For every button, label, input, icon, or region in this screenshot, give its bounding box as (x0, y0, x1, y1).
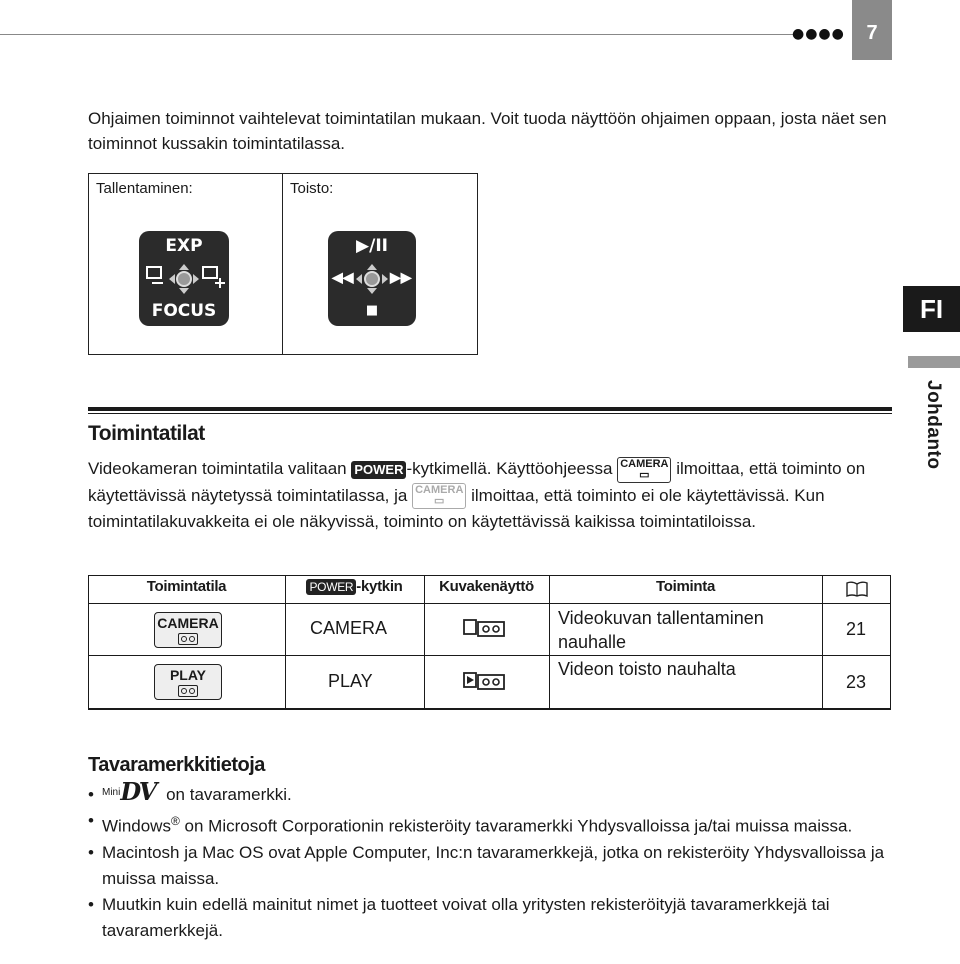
trademark-text: Windows (102, 816, 171, 836)
cassette-icon (178, 685, 198, 697)
camera-tag-label: CAMERA (620, 457, 669, 470)
function-playback: Videon toisto nauhalta (558, 659, 736, 679)
page-number: 7 (852, 0, 892, 60)
list-item (88, 777, 888, 808)
switch-play: PLAY (328, 671, 373, 691)
stop-icon: ■ (365, 303, 379, 318)
table-col-line (424, 575, 425, 709)
modes-heading: Toimintatilat (88, 422, 205, 445)
table-header-rule (88, 603, 891, 604)
camera-mode-icon (154, 612, 222, 648)
joystick-icon (354, 261, 390, 297)
trademark-text: Muutkin kuin edellä mainitut nimet ja tuotteet voivat olla yritysten rekisteröityjä tavaramerkkejä tai tavaramerkkejä. (102, 894, 830, 940)
recording-label: Tallentaminen: (96, 180, 193, 197)
trademark-text: on tavaramerkki. (166, 785, 292, 804)
header-rule (0, 34, 800, 35)
playback-label: Toisto: (290, 180, 334, 197)
trademark-text: Macintosh ja Mac OS ovat Apple Computer, Inc:n tavaramerkkejä, jotka on rekisteröity Yhdysvalloissa ja muissa maissa. (102, 842, 885, 888)
section-rule (88, 407, 892, 411)
play-pause-icon: ▶/II (356, 236, 388, 256)
table-top-rule (88, 575, 891, 576)
page-ref-23: 23 (845, 672, 867, 692)
camera-mode-icon-inactive: CAMERA ▭ (412, 483, 466, 509)
recording-joystick-guide (139, 231, 229, 326)
list-item (88, 892, 888, 944)
table-row-rule (88, 655, 891, 656)
camera-tape-icon (462, 617, 506, 639)
switch-suffix: -kytkin (356, 578, 403, 595)
switch-camera: CAMERA (310, 618, 388, 638)
mode-icon-label: CAMERA (157, 614, 219, 631)
page-ref-21: 21 (845, 619, 867, 639)
header-dots-icon: ●●●● (792, 26, 845, 42)
modes-text-2: -kytkimellä. Käyttöohjeessa (406, 459, 613, 478)
joystick-icon (139, 261, 229, 297)
minidv-mini-label: Mini (102, 787, 121, 798)
col-header-mode: Toimintatila (146, 578, 227, 595)
book-icon (846, 580, 868, 598)
camera-mode-icon-active: CAMERA ▭ (617, 457, 671, 483)
col-header-icon: Kuvakenäyttö (439, 578, 534, 595)
table-col-line (88, 575, 89, 709)
list-item (88, 808, 888, 840)
col-header-switch (285, 578, 424, 595)
power-switch-tag: POWER (351, 461, 406, 479)
modes-text-1: Videokameran toimintatila valitaan (88, 459, 347, 478)
section-label: Johdanto (923, 380, 944, 470)
modes-text-3: ilmoittaa, että toiminto on käytettävissä näytetyssä toimintatilassa, ja (88, 459, 866, 505)
play-mode-icon (154, 664, 222, 700)
rewind-icon: ◀◀ (332, 269, 354, 285)
trademarks-list (88, 777, 888, 944)
minidv-logo: DV (120, 777, 156, 806)
modes-paragraph (88, 456, 903, 534)
mode-icon-label: PLAY (169, 666, 207, 683)
list-item (88, 840, 888, 892)
playback-joystick-guide (328, 231, 416, 326)
play-tape-icon (462, 670, 506, 692)
trademarks-heading: Tavaramerkkitietoja (88, 754, 265, 776)
power-switch-tag: POWER (306, 579, 356, 595)
language-tab: FI (903, 286, 960, 332)
col-header-function: Toiminta (656, 578, 715, 595)
section-rule-thin (88, 413, 892, 414)
registered-mark: ® (170, 814, 180, 828)
figure-divider (282, 173, 283, 355)
fast-forward-icon: ▶▶ (390, 269, 412, 285)
table-col-line (549, 575, 550, 709)
cassette-icon (178, 633, 198, 645)
section-tab-marker (908, 356, 960, 368)
table-col-line (285, 575, 286, 709)
modes-text-4: ilmoittaa, että toiminto ei ole käytettävissä. Kun toimintatilakuvakkeita ei ole näkyvissä, toiminto on käytettävissä kaikissa toimintatiloissa. (88, 485, 825, 532)
table-bottom-rule (88, 708, 891, 710)
focus-label: FOCUS (151, 301, 217, 321)
function-record: Videokuvan tallentaminen nauhalle (558, 608, 764, 652)
table-col-line (890, 575, 891, 709)
trademark-text: on Microsoft Corporationin rekisteröity tavaramerkki Yhdysvalloissa ja/tai muissa maissa. (184, 816, 853, 836)
intro-paragraph: Ohjaimen toiminnot vaihtelevat toimintatilan mukaan. Voit tuoda näyttöön ohjaimen oppaan, josta näet sen toiminnot kussakin toimintatilassa. (88, 109, 887, 153)
exp-label: EXP (165, 236, 203, 256)
